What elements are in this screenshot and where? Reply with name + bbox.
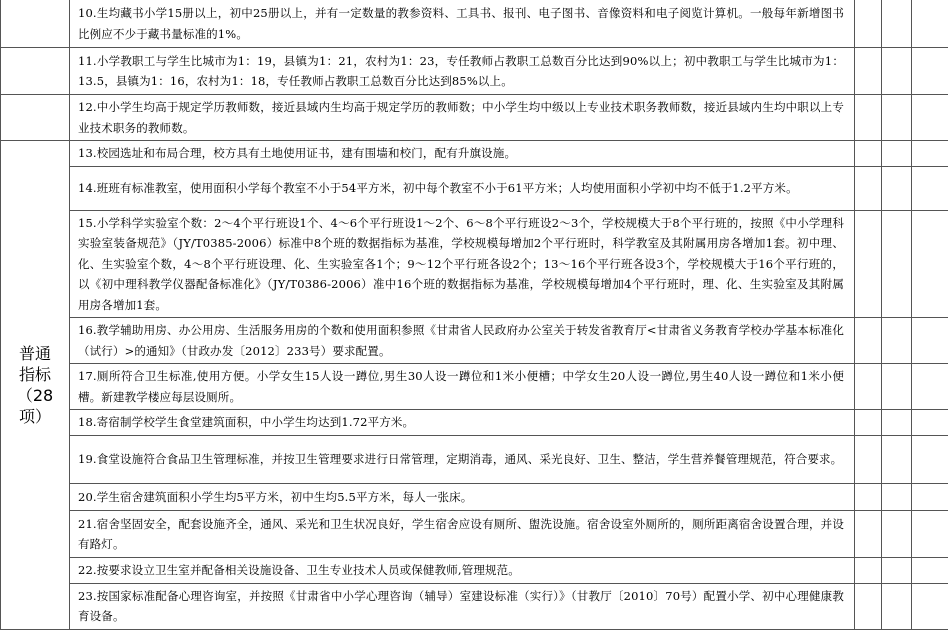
table-row	[1, 436, 948, 484]
remark-cell	[912, 558, 948, 584]
item-23-text: 23.按国家标准配备心理咨询室，并按照《甘肃省中小学心理咨询（辅导）室建设标准（实行）》（甘教厅〔2010〕70号）配置小学、初中心理健康教育设备。	[70, 583, 855, 629]
remark-cell	[912, 364, 948, 410]
item-18-text: 18.寄宿制学校学生食堂建筑面积，中小学生均达到1.72平方米。	[70, 410, 855, 436]
item-14-text: 14.班班有标准教室，使用面积小学每个教室不小于54平方米，初中每个教室不小于61平方米；人均使用面积小学初中均不低于1.2平方米。	[70, 166, 855, 210]
score-cell	[855, 166, 882, 210]
score-cell	[882, 511, 912, 558]
remark-cell	[912, 511, 948, 558]
score-cell	[882, 558, 912, 584]
category-label: 普通 指标 （28 项）	[1, 141, 70, 630]
score-cell	[882, 166, 912, 210]
score-cell	[855, 141, 882, 167]
remark-cell	[912, 318, 948, 364]
score-cell	[855, 484, 882, 511]
table-row	[1, 210, 948, 318]
score-cell	[855, 364, 882, 410]
remark-cell	[912, 141, 948, 167]
score-cell	[855, 511, 882, 558]
table-row	[1, 141, 948, 167]
category-cell-blank	[1, 95, 70, 141]
category-cell-blank	[1, 0, 70, 48]
score-cell	[882, 48, 912, 95]
item-10-text: 10.生均藏书小学15册以上，初中25册以上，并有一定数量的教参资料、工具书、报刊、电子图书、音像资料和电子阅览计算机。一般每年新增图书比例应不少于藏书量标准的1%。	[70, 0, 855, 48]
category-cell-blank	[1, 48, 70, 95]
score-cell	[882, 318, 912, 364]
score-cell	[855, 48, 882, 95]
item-12-text: 12.中小学生均高于规定学历教师数，接近县域内生均高于规定学历的教师数；中小学生均中级以上专业技术职务教师数，接近县域内生均中职以上专业技术职务的教师数。	[70, 95, 855, 141]
remark-cell	[912, 95, 948, 141]
table-row	[1, 511, 948, 558]
table-row	[1, 364, 948, 410]
item-20-text: 20.学生宿舍建筑面积小学生均5平方米，初中生均5.5平方米，每人一张床。	[70, 484, 855, 511]
item-15-text: 15.小学科学实验室个数：2～4个平行班设1个、4～6个平行班设1～2个、6～8个平行班设2～3个，学校规模大于8个平行班的，按照《中小学理科实验室装备规范》（JY/T0385-2006）标准中8个班的数据指标为基准，学校规模每增加2个平行班时，科学教室及其附属用房各增加1套。初中理、化、生实验室个数，4～8个平行班设理、化、生实验室各1个；9～12个平行班各设2个；13～16个平行班各设3个，学校规模大于16个平行班的，以《初中理科教学仪器配备标准化》（JY/T0386-2006）准中16个班的数据指标为基准，学校规模每增加4个平行班时，理、化、生实验室及其附属用房各增加1套。	[70, 210, 855, 318]
score-cell	[855, 583, 882, 629]
score-cell	[855, 558, 882, 584]
score-cell	[882, 95, 912, 141]
table-row	[1, 558, 948, 584]
score-cell	[855, 436, 882, 484]
table-row	[1, 0, 948, 48]
item-11-text: 11.小学教职工与学生比城市为1：19，县镇为1：21，农村为1：23，专任教师占教职工总数百分比达到90%以上；初中教职工与学生比城市为1：13.5，县镇为1：16，农村为1：18，专任教师占教职工总数百分比达到85%以上。	[70, 48, 855, 95]
table-row	[1, 484, 948, 511]
score-cell	[882, 583, 912, 629]
table-row	[1, 95, 948, 141]
item-16-text: 16.教学辅助用房、办公用房、生活服务用房的个数和使用面积参照《甘肃省人民政府办公室关于转发省教育厅<甘肃省义务教育学校办学基本标准化（试行）>的通知》（甘政办发〔2012〕233号）要求配置。	[70, 318, 855, 364]
item-22-text: 22.按要求设立卫生室并配备相关设施设备、卫生专业技术人员或保健教师,管理规范。	[70, 558, 855, 584]
item-21-text: 21.宿舍坚固安全，配套设施齐全，通风、采光和卫生状况良好，学生宿舍应设有厕所、盥洗设施。宿舍设室外厕所的，厕所距离宿舍设置合理，并设有路灯。	[70, 511, 855, 558]
remark-cell	[912, 0, 948, 48]
item-19-text: 19.食堂设施符合食品卫生管理标准，并按卫生管理要求进行日常管理，定期消毒，通风、采光良好、卫生、整洁，学生营养餐管理规范，符合要求。	[70, 436, 855, 484]
remark-cell	[912, 484, 948, 511]
score-cell	[882, 210, 912, 318]
remark-cell	[912, 436, 948, 484]
remark-cell	[912, 166, 948, 210]
score-cell	[882, 484, 912, 511]
score-cell	[855, 318, 882, 364]
table-row	[1, 410, 948, 436]
score-cell	[882, 0, 912, 48]
remark-cell	[912, 583, 948, 629]
item-17-text: 17.厕所符合卫生标准,使用方便。小学女生15人设一蹲位,男生30人设一蹲位和1米小便槽；中学女生20人设一蹲位,男生40人设一蹲位和1米小便槽。新建教学楼应每层设厕所。	[70, 364, 855, 410]
score-cell	[855, 210, 882, 318]
score-cell	[882, 436, 912, 484]
remark-cell	[912, 210, 948, 318]
table-row	[1, 166, 948, 210]
score-cell	[882, 410, 912, 436]
remark-cell	[912, 410, 948, 436]
table-row	[1, 48, 948, 95]
score-cell	[882, 364, 912, 410]
table-row	[1, 318, 948, 364]
table-row	[1, 583, 948, 629]
score-cell	[882, 141, 912, 167]
item-13-text: 13.校园选址和布局合理，校方具有土地使用证书，建有围墙和校门，配有升旗设施。	[70, 141, 855, 167]
score-cell	[855, 0, 882, 48]
remark-cell	[912, 48, 948, 95]
score-cell	[855, 95, 882, 141]
score-cell	[855, 410, 882, 436]
